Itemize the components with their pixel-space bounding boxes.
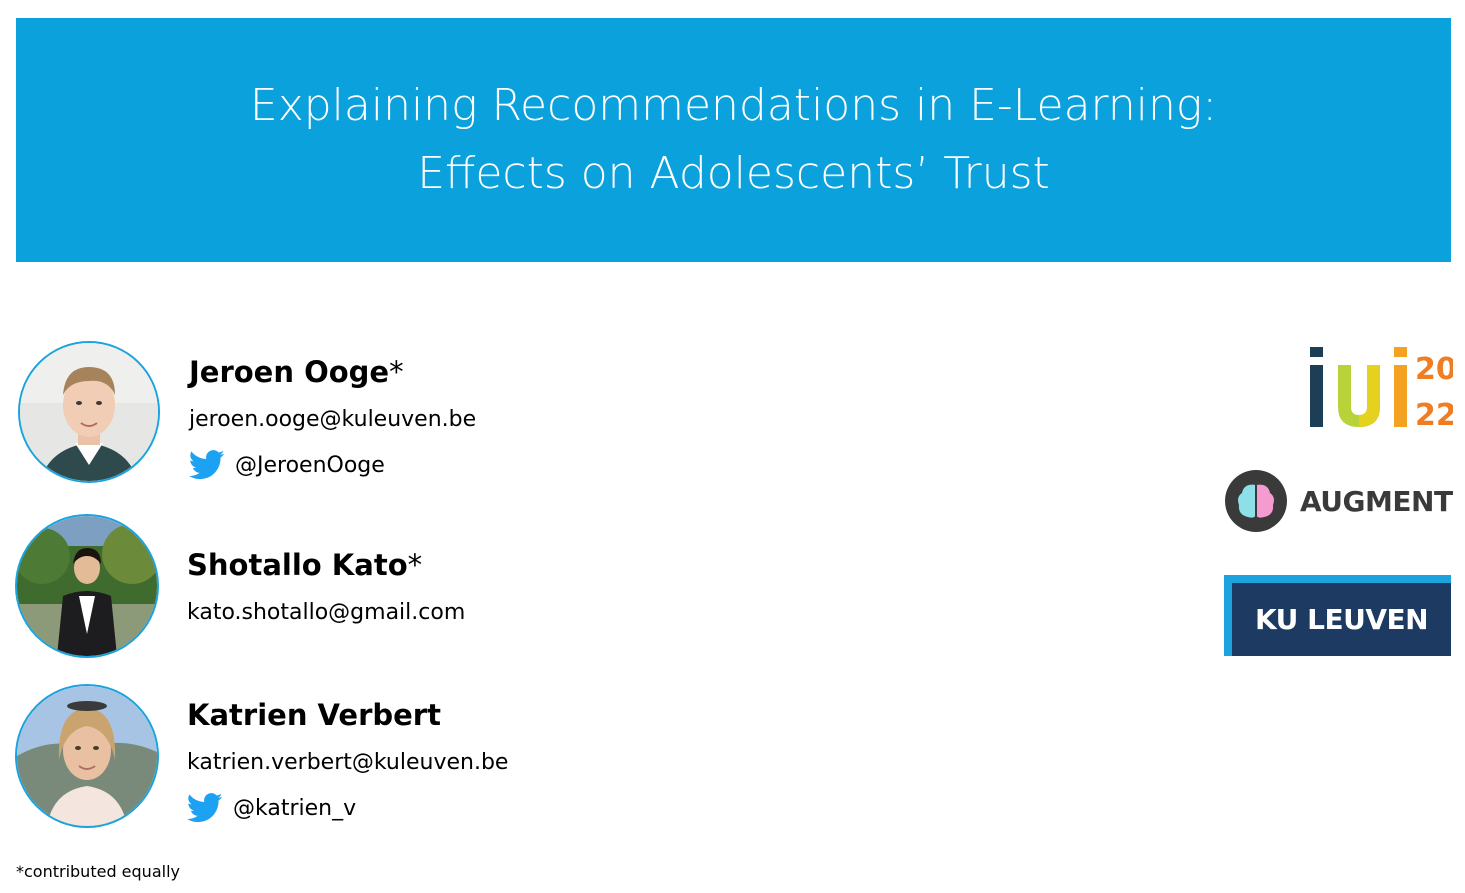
- author-twitter-jeroen[interactable]: [189, 450, 385, 480]
- iui-2022-logo: [1308, 345, 1453, 429]
- twitter-handle-katrien: @katrien_v: [233, 795, 357, 821]
- iui-year-bottom: 22: [1415, 398, 1453, 429]
- twitter-handle-jeroen: @JeroenOoge: [235, 452, 385, 478]
- author-twitter-katrien[interactable]: [187, 793, 356, 823]
- augment-logo: [1224, 468, 1454, 534]
- title-line-2: Effects on Adolescents’ Trust: [417, 148, 1050, 199]
- brain-icon: [1224, 469, 1288, 533]
- author-photo-shotallo: [15, 514, 159, 658]
- author-photo-jeroen: [18, 341, 160, 483]
- twitter-bird-icon: [187, 793, 223, 823]
- author-email-shotallo[interactable]: kato.shotallo@gmail.com: [187, 600, 466, 625]
- author-name-shotallo: Shotallo Kato*: [187, 548, 423, 582]
- author-name-jeroen: Jeroen Ooge*: [189, 355, 404, 389]
- twitter-bird-icon: [189, 450, 225, 480]
- iui-year-top: 20: [1415, 352, 1453, 387]
- title-banner: [16, 18, 1451, 262]
- augment-label: AUGMENT: [1300, 484, 1453, 518]
- author-email-katrien[interactable]: katrien.verbert@kuleuven.be: [187, 750, 509, 775]
- ku-leuven-label: KU LEUVEN: [1254, 603, 1429, 636]
- footnote: *contributed equally: [16, 862, 180, 881]
- author-photo-katrien: [15, 684, 159, 828]
- author-email-jeroen[interactable]: jeroen.ooge@kuleuven.be: [189, 407, 477, 432]
- title-line-1: Explaining Recommendations in E-Learning:: [249, 80, 1218, 131]
- ku-leuven-logo: [1224, 575, 1451, 656]
- author-name-katrien: Katrien Verbert: [187, 698, 441, 732]
